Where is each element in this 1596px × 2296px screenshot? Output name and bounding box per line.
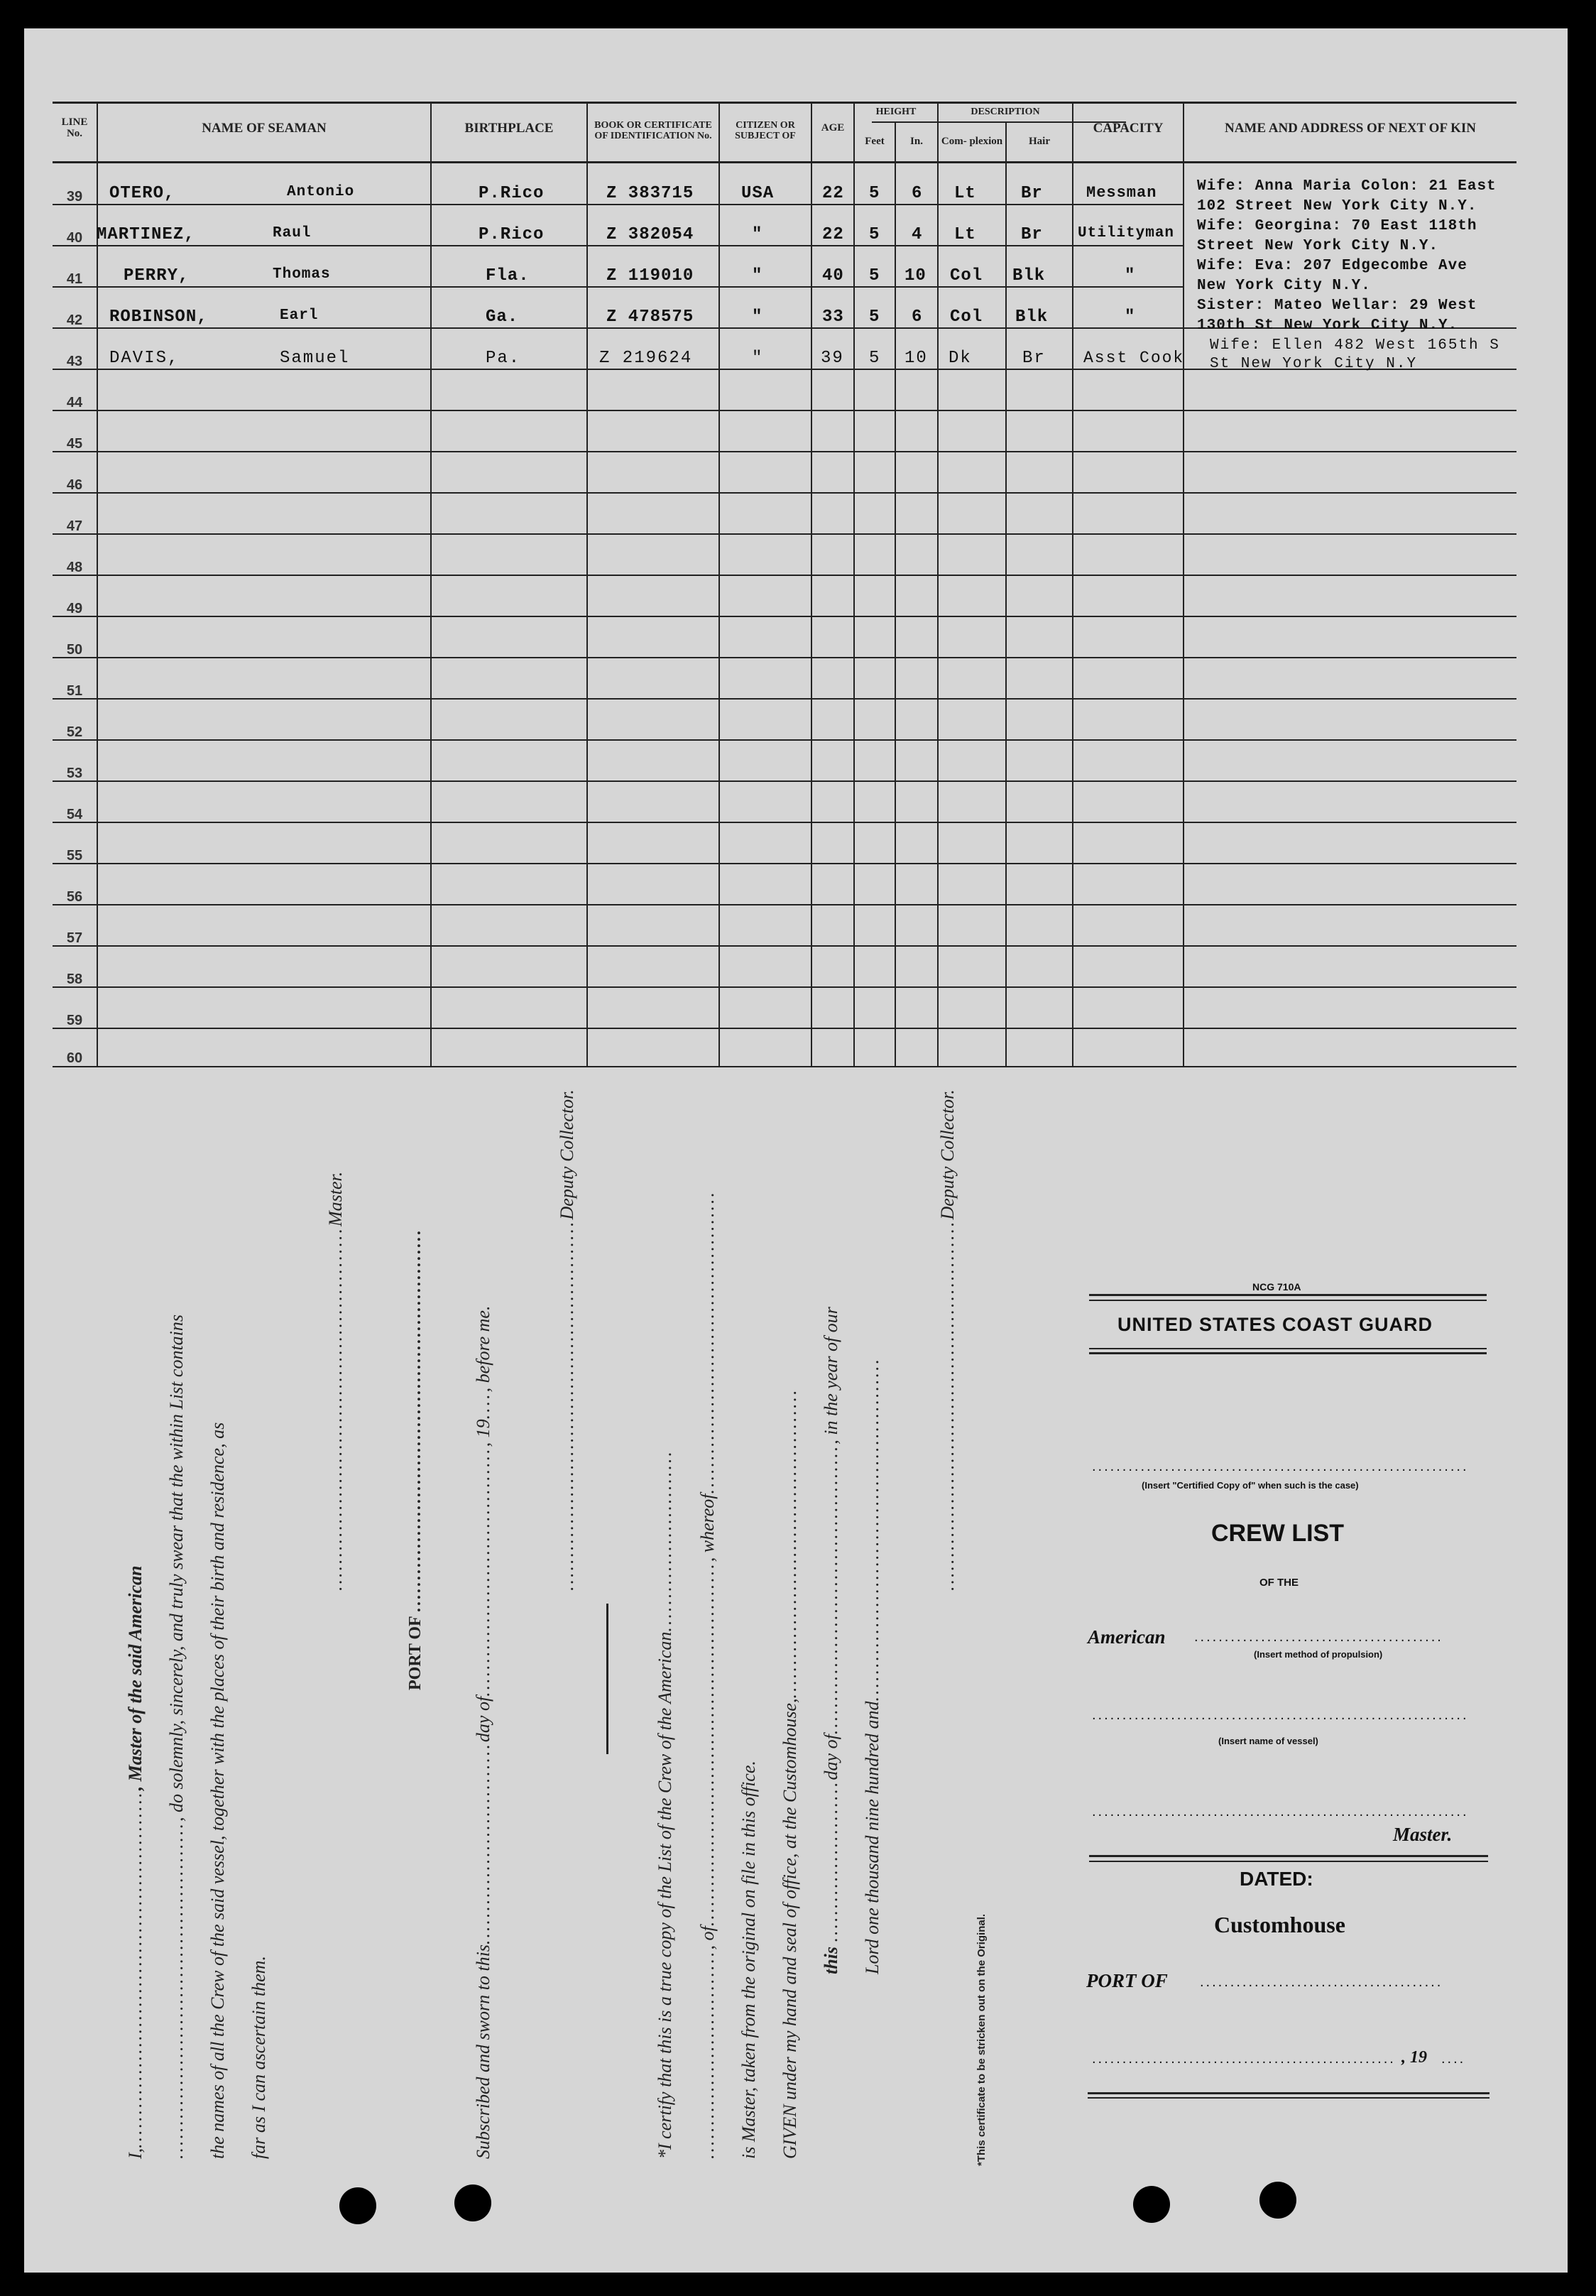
line-number: 50 — [66, 642, 83, 658]
master-signature-line — [325, 1172, 346, 1591]
line-number: 54 — [66, 807, 83, 822]
kin-line: Wife: Ellen 482 West 165th S — [1210, 337, 1500, 354]
certify-text: , of — [697, 1926, 718, 1950]
capacity: " — [1125, 266, 1136, 285]
row-rule — [53, 286, 1184, 288]
punch-hole — [339, 2187, 376, 2224]
line-number: 40 — [66, 230, 83, 246]
card-year-label: , 19 — [1401, 2048, 1427, 2067]
seaman-surname: MARTINEZ, — [97, 225, 195, 244]
header-citizen: CITIZEN OR SUBJECT OF — [735, 120, 796, 141]
row-rule — [53, 698, 1516, 700]
footnote: *This certificate to be stricken out on the Original. — [975, 1913, 988, 2166]
line-number: 42 — [66, 312, 83, 328]
card-rule — [1089, 1855, 1488, 1857]
col-divider — [586, 102, 588, 1067]
year-blank[interactable]: .... — [1441, 2051, 1466, 2067]
age: 22 — [822, 184, 844, 203]
citizen: " — [752, 266, 763, 285]
line-number: 58 — [66, 972, 83, 987]
oath-text: , 19 — [473, 1419, 493, 1447]
row-rule — [53, 410, 1516, 411]
seaman-given-name: Samuel — [280, 349, 350, 368]
american-label: American — [1088, 1626, 1166, 1648]
age: 33 — [822, 308, 844, 327]
blank-dots: ................................................... — [862, 1357, 882, 1702]
blank-dots: .................................................. — [166, 1822, 187, 2159]
certified-copy-blank[interactable]: .............................................................. — [1092, 1459, 1469, 1474]
deputy-collector-line-1 — [557, 1089, 578, 1591]
col-divider — [1005, 121, 1007, 1067]
height-inches: 6 — [912, 184, 923, 203]
kin-line: St New York City N.Y — [1210, 356, 1418, 372]
of-the-label: OF THE — [1259, 1577, 1299, 1589]
blank-dots: ........................ — [821, 1780, 841, 1942]
row-rule — [53, 204, 1184, 205]
hair: Blk — [1015, 308, 1049, 327]
header-height: HEIGHT — [875, 106, 917, 117]
certify-text: Lord one thousand nine hundred and — [862, 1701, 882, 1974]
col-divider — [430, 102, 432, 1067]
complexion: Dk — [949, 349, 972, 368]
kin-line: 130th St New York City N.Y. — [1197, 317, 1458, 334]
row-rule — [53, 822, 1516, 823]
line-number: 57 — [66, 930, 83, 946]
certify-line-5 — [821, 1307, 842, 1974]
citizen: USA — [741, 184, 775, 203]
kin-line: Wife: Georgina: 70 East 118th — [1197, 218, 1477, 234]
header-line-no: LINE No. — [61, 116, 88, 139]
oath-line-3: the names of all the Crew of the said vessel, together with the places of their birth and residence, as — [207, 1422, 228, 2159]
kin-line: Wife: Eva: 207 Edgecombe Ave — [1197, 258, 1467, 274]
card-rule — [1089, 1348, 1487, 1349]
height-inches: 4 — [912, 225, 923, 244]
seaman-surname: DAVIS, — [109, 349, 180, 368]
oath-text: , do solemnly, sincerely, and truly swear that the within List contains — [166, 1314, 187, 1822]
header-description: DESCRIPTION — [971, 106, 1040, 117]
blank-dots: ........................................... — [821, 1444, 841, 1735]
row-rule — [53, 451, 1516, 452]
line-number: 52 — [66, 724, 83, 740]
blank-dots: ............................... — [697, 1949, 718, 2159]
oath-line-1 — [125, 1566, 146, 2160]
divider-rule — [606, 1604, 608, 1754]
line-number: 48 — [66, 560, 83, 575]
col-divider — [937, 102, 939, 1067]
seaman-given-name: Antonio — [287, 184, 355, 200]
row-rule — [53, 863, 1516, 864]
header-birthplace: BIRTHPLACE — [464, 121, 554, 136]
complexion: Col — [950, 308, 983, 327]
blank-dots: ..................................................... — [125, 1790, 146, 2148]
birthplace: Fla. — [486, 266, 530, 285]
birthplace: P.Rico — [479, 184, 545, 203]
seaman-given-name: Raul — [273, 225, 312, 241]
seaman-surname: PERRY, — [124, 266, 190, 285]
seaman-given-name: Thomas — [273, 266, 331, 283]
subscribed-line — [473, 1306, 494, 2159]
header-name: NAME OF SEAMAN — [202, 121, 327, 136]
blank-dots: ...................................................... — [325, 1226, 346, 1591]
hair: Br — [1021, 225, 1043, 244]
blank-dots: .............................................. — [780, 1388, 800, 1699]
blank-dots: ............................................. — [697, 1190, 718, 1494]
crew-table — [53, 102, 1516, 1067]
height-feet: 5 — [869, 266, 880, 285]
line-number: 59 — [66, 1013, 83, 1028]
blank-dots: ........................... — [655, 1449, 675, 1632]
table-bottom-rule — [53, 1066, 1516, 1067]
oath-text: , Master of the said American — [125, 1565, 146, 1791]
citizen: " — [752, 225, 763, 244]
citizen: " — [752, 308, 763, 327]
certify-text: this — [821, 1946, 841, 1974]
certify-line-6 — [862, 1357, 883, 1974]
row-rule — [53, 616, 1516, 617]
kin-line: New York City N.Y. — [1197, 278, 1371, 294]
row-rule — [53, 245, 1184, 246]
line-number: 53 — [66, 766, 83, 781]
blank-dots: .... — [473, 1392, 493, 1420]
capacity: Asst Cook — [1083, 349, 1185, 367]
table-top-rule — [53, 102, 1516, 104]
row-rule — [53, 780, 1516, 782]
birthplace: P.Rico — [479, 225, 545, 244]
capacity: " — [1125, 308, 1136, 327]
complexion: Col — [950, 266, 983, 285]
line-number: 46 — [66, 477, 83, 493]
line-number: 45 — [66, 436, 83, 452]
blank-dots: ...................................................... — [697, 1562, 718, 1927]
certify-text: , in the year of our — [821, 1307, 841, 1444]
blank-dots: ............................................................ — [406, 1229, 425, 1613]
col-divider — [895, 121, 896, 1067]
insert-vessel-note: (Insert name of vessel) — [1218, 1736, 1318, 1746]
header-next-of-kin: NAME AND ADDRESS OF NEXT OF KIN — [1224, 121, 1476, 136]
master-blank[interactable]: .............................................................. — [1092, 1804, 1469, 1819]
punch-hole — [454, 2185, 491, 2221]
certify-text: GIVEN under my hand and seal of office, at the Customhouse, — [780, 1698, 800, 2159]
card-port-of-label: PORT OF — [1086, 1970, 1168, 1991]
header-complexion: Com- plexion — [941, 136, 1003, 148]
line-number: 51 — [66, 683, 83, 699]
header-age: AGE — [821, 122, 845, 134]
certify-text: day of — [821, 1734, 841, 1780]
line-number: 47 — [66, 518, 83, 534]
propulsion-blank[interactable]: ......................................... — [1194, 1629, 1443, 1645]
height-feet: 5 — [869, 308, 880, 327]
punch-hole — [1133, 2186, 1170, 2223]
height-feet: 5 — [869, 225, 880, 244]
deputy-collector-line-2 — [937, 1089, 958, 1591]
oath-text: day of — [473, 1696, 493, 1743]
port-of-line — [406, 1229, 425, 1690]
height-inches: 10 — [904, 349, 928, 368]
card-rule — [1088, 2097, 1490, 2099]
date-blank[interactable]: .................................................. — [1092, 2051, 1396, 2067]
card-rule — [1089, 1861, 1488, 1862]
row-rule — [53, 986, 1516, 988]
header-book: BOOK OR CERTIFICATE OF IDENTIFICATION No. — [594, 120, 712, 141]
card-rule — [1089, 1352, 1487, 1354]
dated-label: DATED: — [1240, 1868, 1313, 1890]
line-number: 56 — [66, 889, 83, 905]
row-rule — [53, 575, 1516, 576]
height-inches: 6 — [912, 308, 923, 327]
kin-line: Sister: Mateo Wellar: 29 West — [1197, 298, 1477, 314]
blank-dots: ....................................................... — [557, 1219, 577, 1591]
crew-list-title: CREW LIST — [1211, 1520, 1344, 1547]
deputy-collector-label: Deputy Collector. — [557, 1089, 577, 1220]
row-rule — [53, 1028, 1516, 1029]
row-rule — [53, 904, 1516, 905]
card-rule — [1089, 1294, 1487, 1296]
line-number: 60 — [66, 1050, 83, 1066]
master-label: Master. — [325, 1171, 346, 1226]
certify-text: *I certify that this is a true copy of the List of the Crew of the American — [655, 1631, 675, 2159]
blank-dots: ..................................... — [473, 1447, 493, 1697]
hair: Br — [1022, 349, 1046, 368]
port-of-label: PORT OF — [406, 1616, 425, 1690]
blank-dots: .............................. — [473, 1742, 493, 1945]
line-number: 41 — [66, 271, 83, 287]
col-divider — [853, 102, 855, 1067]
age: 39 — [821, 349, 844, 368]
citizen: " — [752, 349, 764, 368]
kin-line: 102 Street New York City N.Y. — [1197, 198, 1477, 214]
header-hair: Hair — [1029, 136, 1050, 148]
col-divider — [97, 102, 98, 1067]
line-number: 43 — [66, 354, 83, 369]
birthplace: Pa. — [486, 349, 521, 368]
hair: Blk — [1012, 266, 1046, 285]
row-rule — [53, 533, 1516, 535]
book-number: Z 219624 — [599, 349, 693, 368]
vessel-name-blank[interactable]: .............................................................. — [1092, 1707, 1469, 1723]
card-master-label: Master. — [1393, 1824, 1453, 1845]
oath-text: Subscribed and sworn to this — [473, 1944, 493, 2159]
header-feet: Feet — [865, 136, 885, 148]
insert-propulsion-note: (Insert method of propulsion) — [1254, 1649, 1383, 1660]
insert-certified-note: (Insert "Certified Copy of" when such is the case) — [1142, 1480, 1359, 1491]
line-number: 55 — [66, 848, 83, 864]
certify-line-2 — [697, 1190, 718, 2159]
customhouse-label: Customhouse — [1214, 1912, 1345, 1937]
kin-line: Wife: Anna Maria Colon: 21 East — [1197, 178, 1497, 195]
oath-text: I, — [125, 2148, 146, 2159]
row-rule — [53, 657, 1516, 658]
blank-dots: ....................................................... — [937, 1219, 958, 1591]
col-divider — [718, 102, 720, 1067]
deputy-collector-label: Deputy Collector. — [937, 1089, 958, 1220]
height-inches: 10 — [904, 266, 927, 285]
port-blank[interactable]: ........................................ — [1200, 1974, 1443, 1990]
col-divider — [1183, 102, 1184, 1067]
hair: Br — [1021, 184, 1043, 203]
certify-line-3: is Master, taken from the original on file in this office. — [738, 1761, 759, 2159]
header-capacity: CAPACITY — [1093, 121, 1164, 136]
line-number: 49 — [66, 601, 83, 616]
height-feet: 5 — [869, 184, 880, 203]
header-inches: In. — [910, 136, 923, 148]
card-rule — [1088, 2092, 1490, 2094]
seaman-given-name: Earl — [280, 308, 319, 324]
age: 40 — [822, 266, 844, 285]
book-number: Z 383715 — [606, 184, 694, 203]
book-number: Z 382054 — [606, 225, 694, 244]
birthplace: Ga. — [486, 308, 519, 327]
seaman-surname: OTERO, — [109, 184, 175, 203]
capacity: Utilityman — [1078, 225, 1175, 241]
capacity: Messman — [1086, 184, 1157, 202]
col-divider — [1072, 102, 1073, 1067]
oath-line-2 — [166, 1315, 187, 2159]
line-number: 39 — [66, 189, 83, 205]
kin-line: Street New York City N.Y. — [1197, 238, 1439, 254]
age: 22 — [822, 225, 844, 244]
col-divider — [811, 102, 812, 1067]
oath-text: , before me. — [473, 1305, 493, 1393]
row-rule — [53, 492, 1516, 494]
punch-hole — [1259, 2182, 1296, 2219]
book-number: Z 478575 — [606, 308, 694, 327]
form-number: NCG 710A — [1252, 1281, 1301, 1293]
header-bottom-rule — [53, 161, 1516, 163]
card-rule — [1089, 1300, 1487, 1301]
agency-name: UNITED STATES COAST GUARD — [1117, 1314, 1433, 1335]
certify-line-4 — [780, 1388, 801, 2159]
book-number: Z 119010 — [606, 266, 694, 285]
oath-line-4: far as I can ascertain them. — [248, 1956, 269, 2159]
certify-text: , whereof — [697, 1494, 718, 1562]
row-rule — [53, 945, 1516, 947]
certify-line-1 — [655, 1449, 676, 2159]
complexion: Lt — [954, 184, 976, 203]
height-feet: 5 — [869, 349, 881, 368]
seaman-surname: ROBINSON, — [109, 308, 208, 327]
line-number: 44 — [66, 395, 83, 410]
complexion: Lt — [954, 225, 976, 244]
row-rule — [53, 739, 1516, 741]
